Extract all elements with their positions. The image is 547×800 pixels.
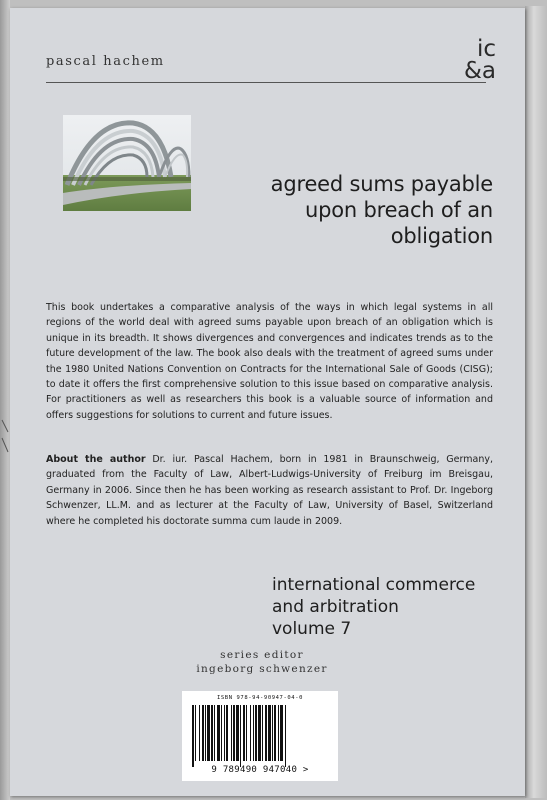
barcode-icon bbox=[188, 705, 332, 767]
architecture-photo bbox=[63, 115, 191, 211]
header-divider bbox=[46, 82, 486, 83]
series-line: international commerce bbox=[272, 575, 476, 595]
about-author-heading: About the author bbox=[46, 454, 146, 465]
title-line: agreed sums payable bbox=[270, 172, 493, 196]
series-line: and arbitration bbox=[272, 597, 399, 617]
title-line: upon breach of an bbox=[305, 198, 493, 222]
about-author bbox=[46, 452, 493, 529]
logo-line-1: ic bbox=[476, 36, 496, 62]
barcode-box bbox=[182, 691, 338, 781]
title-line: obligation bbox=[390, 224, 493, 248]
series-title bbox=[272, 574, 512, 640]
series-editor-name: ingeborg schwenzer bbox=[196, 663, 328, 675]
publisher-logo bbox=[446, 38, 496, 82]
about-author-text: Dr. iur. Pascal Hachem, born in 1981 in Braunschweig, Germany, graduated from the Faculty of Law, Albert-Ludwigs-University of Freiburg im Breisgau, Germany in 2006. Since then he has been working as research assistant to Prof. Dr. Ingeborg Schwenzer, LL.M. and as lecturer at the Faculty of Law, University of Basel, Switzerland where he completed his doctorate summa cum laude in 2009. bbox=[46, 454, 493, 527]
series-editor-label: series editor bbox=[220, 649, 304, 661]
spine-mark-icon bbox=[0, 418, 10, 458]
book-left-edge bbox=[0, 0, 10, 800]
book-description: This book undertakes a comparative analysis of the ways in which legal systems in all regions of the world deal with agreed sums payable upon breach of an obligation which is unique in its breadth. It shows divergences and convergences and indicates trends as to the future development of the law. The book also deals with the treatment of agreed sums under the 1980 United Nations Convention on Contracts for the International Sale of Goods (CISG); to date it offers the first comprehensive solution to this issue based on comparative analysis. For practitioners as well as researchers this book is a valuable source of information and offers suggestions for solutions to current and future issues. bbox=[46, 302, 493, 421]
logo-line-2: &a bbox=[463, 58, 496, 84]
back-cover bbox=[10, 8, 525, 796]
isbn-number: ISBN 978-94-90947-04-0 bbox=[216, 695, 304, 701]
author-name: pascal hachem bbox=[46, 54, 165, 69]
book-spine-edge bbox=[525, 6, 547, 798]
barcode-digits: 9 789490 947040 > bbox=[211, 765, 309, 775]
series-line: volume 7 bbox=[272, 619, 352, 639]
book-title bbox=[210, 171, 493, 249]
series-editor bbox=[182, 648, 342, 676]
